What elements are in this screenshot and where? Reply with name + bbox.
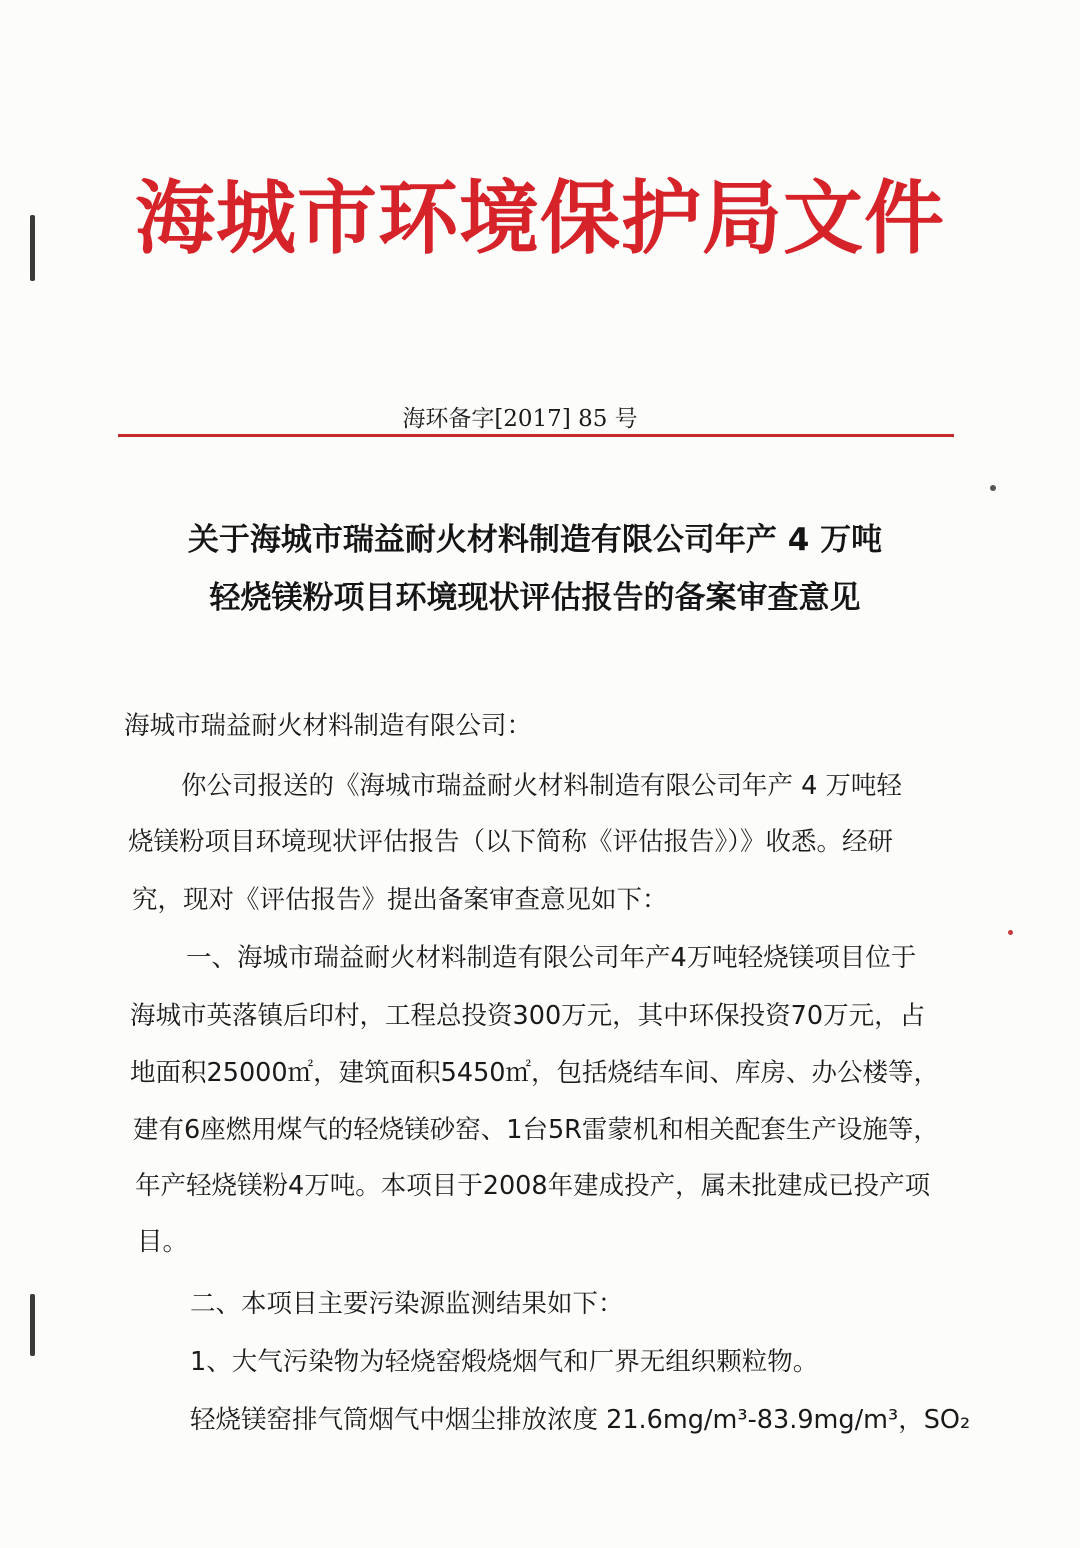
red-dot-mark bbox=[1008, 930, 1013, 935]
subject-line-2: 轻烧镁粉项目环境现状评估报告的备案审查意见 bbox=[209, 580, 861, 616]
paragraph-1-line-2: 烧镁粉项目环境现状评估报告（以下简称《评估报告》）》收悉。经研 bbox=[128, 827, 894, 857]
paragraph-1-line-1: 你公司报送的《海城市瑞益耐火材料制造有限公司年产 4 万吨轻 bbox=[181, 771, 902, 801]
red-divider-rule bbox=[118, 434, 954, 437]
paragraph-2-line-6: 目。 bbox=[137, 1227, 189, 1257]
paragraph-2-line-2: 海城市英落镇后印村，工程总投资300万元，其中环保投资70万元，占 bbox=[130, 1001, 926, 1031]
paragraph-2-line-4: 建有6座燃用煤气的轻烧镁砂窑、1台5R雷蒙机和相关配套生产设施等， bbox=[133, 1115, 939, 1145]
pencil-mark bbox=[990, 485, 996, 491]
paragraph-2-line-1: 一、海城市瑞益耐火材料制造有限公司年产4万吨轻烧镁项目位于 bbox=[186, 943, 917, 973]
document-number: 海环备字[2017] 85 号 bbox=[402, 406, 638, 432]
binding-hole-top bbox=[30, 215, 35, 281]
paragraph-2-line-5: 年产轻烧镁粉4万吨。本项目于2008年建成投产，属未批建成已投产项 bbox=[135, 1171, 931, 1201]
binding-hole-bottom bbox=[30, 1294, 35, 1356]
paragraph-2-line-3: 地面积25000㎡，建筑面积5450㎡，包括烧结车间、库房、办公楼等， bbox=[130, 1058, 940, 1088]
header-title: 海城市环境保护局文件 bbox=[135, 171, 945, 265]
paragraph-3: 二、本项目主要污染源监测结果如下： bbox=[190, 1289, 624, 1319]
subject-line-1: 关于海城市瑞益耐火材料制造有限公司年产 4 万吨 bbox=[187, 522, 883, 558]
paragraph-5: 轻烧镁窑排气筒烟气中烟尘排放浓度 21.6mg/m³-83.9mg/m³，SO₂ bbox=[190, 1405, 971, 1435]
paragraph-1-line-3: 究，现对《评估报告》提出备案审查意见如下： bbox=[132, 885, 668, 915]
paragraph-4: 1、大气污染物为轻烧窑煅烧烟气和厂界无组织颗粒物。 bbox=[190, 1347, 819, 1377]
addressee: 海城市瑞益耐火材料制造有限公司： bbox=[124, 711, 533, 741]
